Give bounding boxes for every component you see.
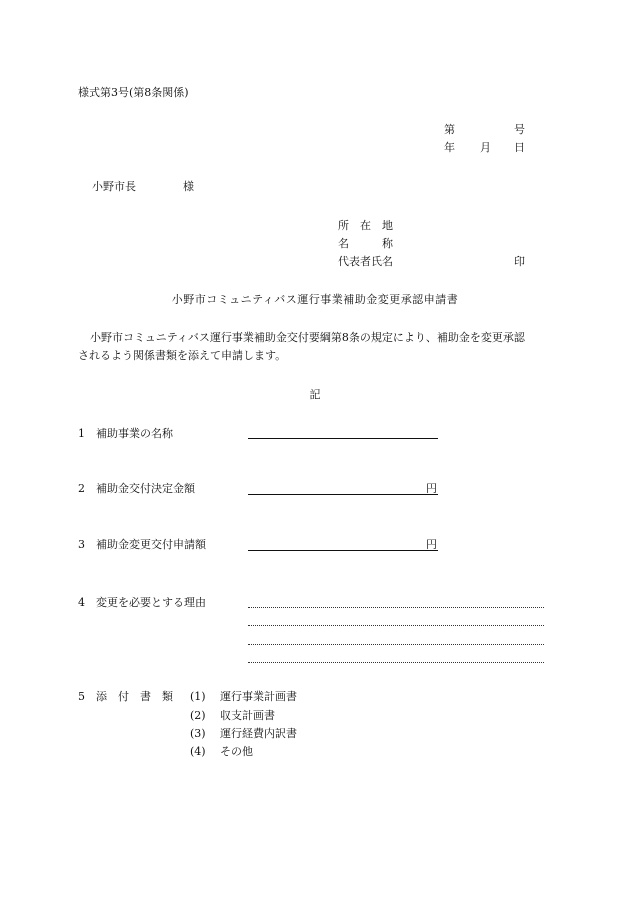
document-title: 小野市コミュニティバス運行事業補助金変更承認申請書 [171,293,459,306]
number-prefix: 第 [444,123,455,136]
name-label: 名 称 [338,237,393,250]
item-1-underline [248,438,438,439]
item-2-label: 補助金交付決定金額 [96,482,195,495]
item-3-number: 3 [78,538,85,551]
date-month: 月 [480,141,491,154]
address-label: 所 在 地 [338,219,393,232]
attachment-3-number: (3) [190,727,206,740]
attachment-4-name: その他 [220,745,253,758]
ki-heading: 記 [309,388,321,401]
item-4-label: 変更を必要とする理由 [96,596,206,609]
attachment-2-name: 収支計画書 [220,709,275,722]
item-2-number: 2 [78,482,85,495]
reason-line-3 [248,644,544,645]
representative-label: 代表者氏名 [338,255,393,268]
item-3-underline [248,550,438,551]
number-suffix: 号 [514,123,525,136]
reason-line-4 [248,662,544,663]
reason-line-1 [248,607,544,608]
addressee-honorific: 様 [183,180,194,193]
item-5-label: 添 付 書 類 [96,690,173,703]
item-4-number: 4 [78,596,85,609]
reason-line-2 [248,625,544,626]
item-1-number: 1 [78,427,85,440]
attachment-3-name: 運行経費内訳書 [220,727,297,740]
addressee-name: 小野市長 [92,180,136,193]
date-year: 年 [444,141,455,154]
attachment-1-name: 運行事業計画書 [220,690,297,703]
form-reference: 様式第3号(第8条関係) [78,86,189,99]
item-2-unit: 円 [426,482,437,495]
attachment-1-number: (1) [190,690,206,703]
body-line-2: されるよう関係書類を添えて申請します。 [78,349,287,362]
body-line-1: 小野市コミュニティバス運行事業補助金交付要綱第8条の規定により、補助金を変更承認 [90,331,525,344]
attachment-4-number: (4) [190,745,206,758]
item-1-label: 補助事業の名称 [96,427,173,440]
date-day: 日 [514,141,525,154]
item-2-underline [248,494,438,495]
attachment-2-number: (2) [190,709,206,722]
item-3-label: 補助金変更交付申請額 [96,538,206,551]
item-3-unit: 円 [426,538,437,551]
seal-mark: 印 [514,255,525,268]
item-5-number: 5 [78,690,85,703]
